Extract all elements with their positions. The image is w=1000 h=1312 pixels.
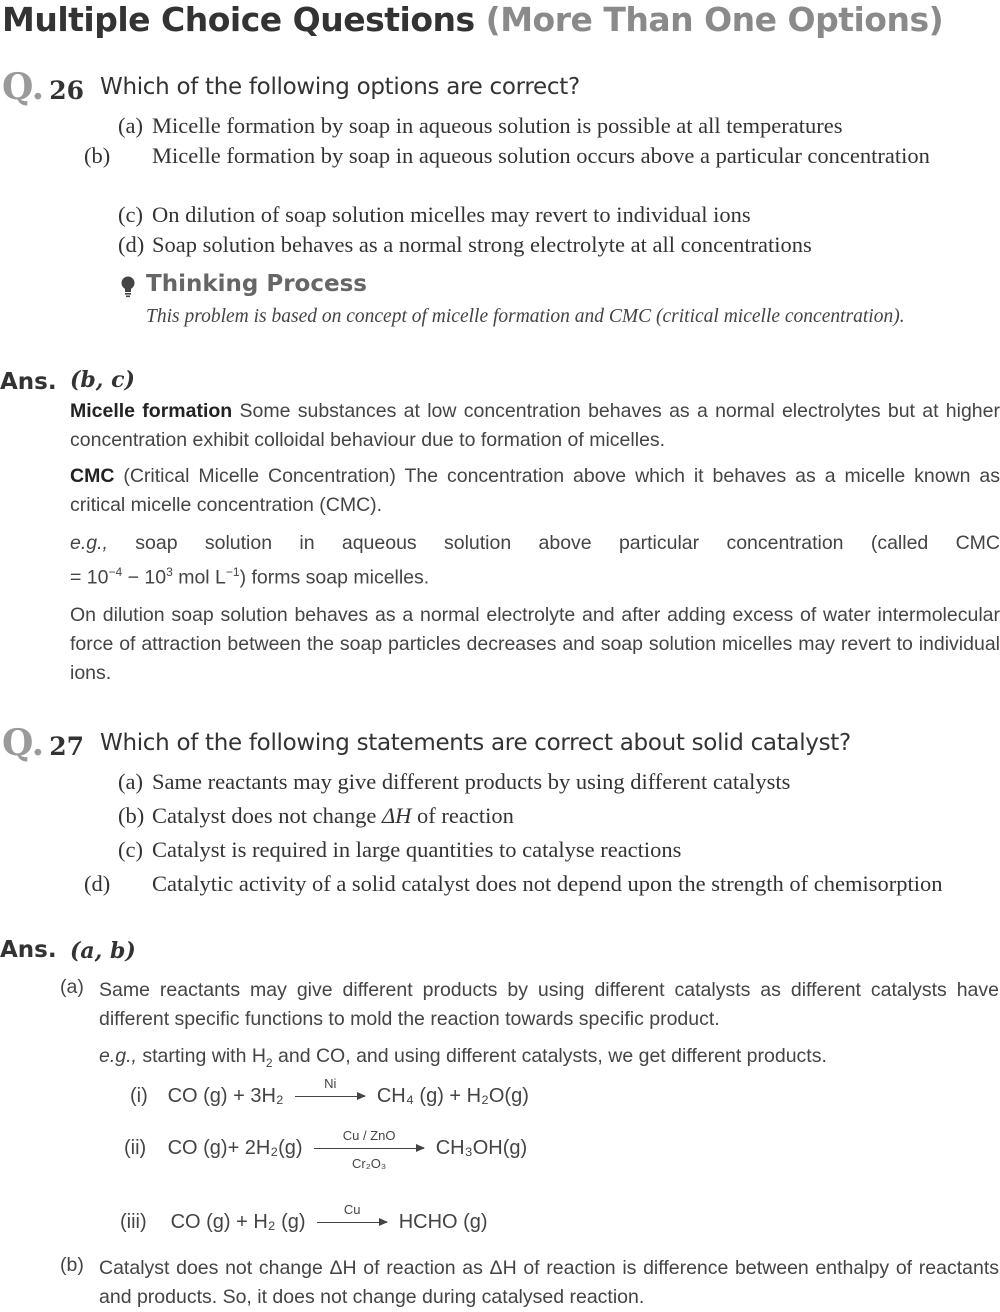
q26-option-c: (c) On dilution of soap solution micelles may revert to individual ions <box>118 202 751 227</box>
q26-option-a: (a) Micelle formation by soap in aqueous solution is possible at all temperatures <box>118 113 843 138</box>
answer-27-value: (a, b) <box>70 938 136 964</box>
thinking-process-text: This problem is based on concept of micelle formation and CMC (critical micelle concentration). <box>146 306 905 327</box>
reaction-1: (i) CO (g) + 3H₂ Ni CH₄ (g) + H₂O(g) <box>130 1076 529 1107</box>
q26-option-b: (b) Micelle formation by soap in aqueous solution occurs above a particular concentration <box>84 143 930 168</box>
answer-27-a-text: Same reactants may give different products by using different catalysts as different catalysts have different specific functions to mold the reaction towards specific product. <box>99 979 999 1030</box>
heading-sub: (More Than One Options) <box>485 0 944 39</box>
answer-26-paragraph-4: On dilution soap solution behaves as a normal electrolyte and after adding excess of water intermolecular force of attraction between the soap particles decreases and soap solution micelles may revert to individual ions. <box>70 604 1000 684</box>
thinking-process-title: Thinking Process <box>146 271 367 297</box>
answer-27-example: e.g., starting with $H_2$ and CO, and using different catalysts, we get different products. <box>99 1045 827 1070</box>
heading-main: Multiple Choice Questions <box>2 0 475 39</box>
reaction-2: (ii) CO (g)+ 2H₂(g) Cu / ZnO Cr₂O₃ CH₃OH(g) <box>124 1128 528 1172</box>
question-26-text: Which of the following options are correct? <box>100 74 580 100</box>
q27-option-a: (a) Same reactants may give different products by using different catalysts <box>118 769 791 794</box>
answer-26-value: (b, c) <box>70 367 135 393</box>
q27-option-d: (d) Catalytic activity of a solid catalyst does not depend upon the strength of chemisorption <box>84 871 943 896</box>
reaction-3: (iii) CO (g) + H₂ (g) Cu HCHO (g) <box>120 1202 488 1233</box>
answer-27-a-label: (a) <box>60 976 84 998</box>
q26-option-d: (d) Soap solution behaves as a normal strong electrolyte at all concentrations <box>118 232 812 257</box>
lightbulb-icon <box>120 276 136 303</box>
reaction-arrow: Ni <box>295 1096 365 1097</box>
reaction-arrow: Cu / ZnO Cr₂O₃ <box>314 1148 424 1149</box>
answer-26-paragraph-3-line-2: = $10^{-4} - 10^3$ mol $L^{-1}$) forms soap micelles. <box>70 565 430 589</box>
reaction-arrow: Cu <box>317 1222 387 1223</box>
question-number: 26 <box>49 76 84 105</box>
q27-option-b: (b) Catalyst does not change ΔH of reaction <box>118 803 514 828</box>
question-27-number <box>2 722 84 764</box>
answer-26-paragraph-3-line-1: e.g., soap solution in aqueous solution above particular concentration (called CMC <box>70 532 1000 554</box>
question-prefix: Q. <box>2 66 45 108</box>
question-27-text: Which of the following statements are correct about solid catalyst? <box>100 730 851 756</box>
question-prefix: Q. <box>2 722 45 764</box>
section-heading <box>2 0 943 39</box>
answer-26-paragraph-2: CMC (Critical Micelle Concentration) The concentration above which it behaves as a micelle known as critical micelle concentration (CMC). <box>70 465 1000 516</box>
answer-27-b-label: (b) <box>60 1254 84 1276</box>
question-number: 27 <box>49 732 84 761</box>
question-26-number <box>2 66 84 108</box>
answer-26-label: Ans. <box>0 369 57 395</box>
q27-option-c: (c) Catalyst is required in large quantities to catalyse reactions <box>118 837 682 862</box>
answer-27-b-text: Catalyst does not change ΔH of reaction as ΔH of reaction is difference between enthalpy of reactants and products. So, it does not change during catalysed reaction. <box>99 1257 999 1308</box>
answer-27-label: Ans. <box>0 937 57 963</box>
answer-26-paragraph-1: Micelle formation Some substances at low concentration behaves as a normal electrolytes but at higher concentration exhibit colloidal behaviour due to formation of micelles. <box>70 400 1000 451</box>
